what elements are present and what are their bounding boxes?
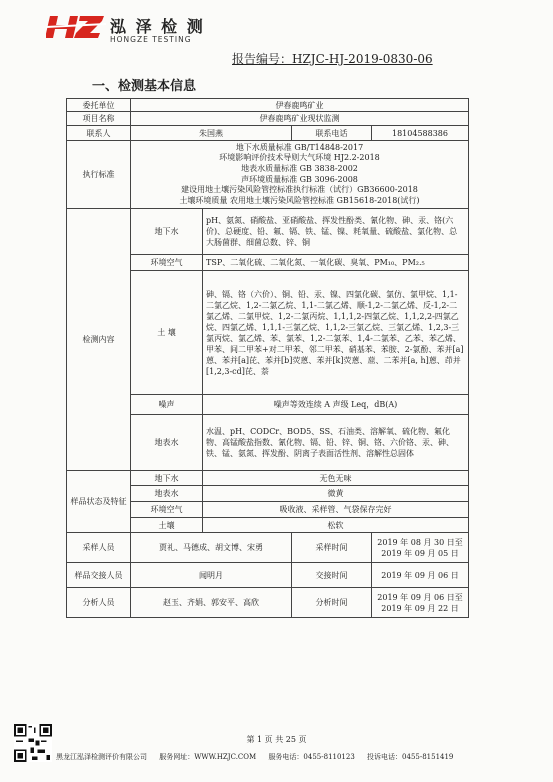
report-number: 报告编号：HZJC-HJ-2019-0830-06 xyxy=(232,52,433,66)
handover-time-value: 2019 年 09 月 06 日 xyxy=(372,563,469,588)
item-text: 砷、镉、铬（六价）、铜、铅、汞、镍、四氯化碳、氯仿、氯甲烷、1,1-二氯乙烷、1,2-二氯乙烷、1,1-二氯乙烯、顺-1,2-二氯乙烯、反-1,2-二氯乙烯、二氯甲烷、1,2-二氯丙烷、1,1,1,2-四氯乙烷、1,1,2,2-四氯乙烷、四氯乙烯、1,1,1-三氯乙烷、1,1,2-三氯乙烷、三氯乙烯、1,2,3-三氯丙烷、氯乙烯、苯、氯苯、1,2-二氯苯、1,4-二氯苯、乙苯、苯乙烯、甲苯、间二甲苯+对二甲苯、邻二甲苯、硝基苯、苯胺、2-氯酚、苯并[a]蒽、苯并[a]芘、苯并[b]荧蒽、苯并[k]荧蒽、䓛、二苯并[a, h]蒽、茚并[1,2,3-cd]芘、萘 xyxy=(203,271,469,395)
content-label: 检测内容 xyxy=(67,209,131,471)
company-name: 黑龙江泓泽检测评价有限公司 xyxy=(56,753,147,761)
item-label: 土 壤 xyxy=(131,271,203,395)
service-website: 服务网址：WWW.HZJC.COM xyxy=(159,753,257,761)
logo-english-name: HONGZE TESTING xyxy=(110,35,192,44)
basic-info-table xyxy=(66,98,469,618)
analysts-label: 分析人员 xyxy=(67,588,131,618)
sampling-time-value: 2019 年 08 月 30 日至 2019 年 09 月 05 日 xyxy=(372,533,469,563)
contact-label: 联系人 xyxy=(67,126,131,141)
standard-list xyxy=(131,141,469,209)
item-text: 水温、pH、CODCr、BOD5、SS、石油类、溶解氧、硫化物、氟化物、高锰酸盐指数、氰化物、镉、铅、锌、铜、铬、六价铬、汞、砷、铁、锰、氨氮、挥发酚、阴离子表面活性剂、溶解性总固体 xyxy=(203,415,469,471)
standard-label: 执行标准 xyxy=(67,141,131,209)
state-text: 松软 xyxy=(203,518,469,533)
standard-item: 环境影响评价技术导则大气环境 HJ2.2-2018 xyxy=(219,153,380,163)
table-row xyxy=(67,141,469,209)
standard-item: 地下水质量标准 GB/T14848-2017 xyxy=(235,142,364,152)
state-label: 地表水 xyxy=(131,486,203,502)
table-row xyxy=(67,563,469,588)
sampling-time-label: 采样时间 xyxy=(292,533,372,563)
item-text: 噪声等效连续 A 声级 Leq，dB(A) xyxy=(203,395,469,415)
state-text: 无色无味 xyxy=(203,471,469,486)
state-label: 地下水 xyxy=(131,471,203,486)
item-label: 地表水 xyxy=(131,415,203,471)
phone-label: 联系电话 xyxy=(292,126,372,141)
analysis-time-value: 2019 年 09 月 06 日至 2019 年 09 月 22 日 xyxy=(372,588,469,618)
logo-chinese-name: 泓 泽 检 测 xyxy=(110,17,205,36)
item-label: 环境空气 xyxy=(131,255,203,271)
page-number: 第 1 页 共 25 页 xyxy=(246,735,307,744)
analysts-value: 赵玉、齐娟、郭安平、高欣 xyxy=(131,588,292,618)
state-text: 吸收液、采样管、气袋保存完好 xyxy=(203,502,469,518)
client-label: 委托单位 xyxy=(67,99,131,112)
table-row xyxy=(67,126,469,141)
table-row xyxy=(67,471,469,486)
service-phone: 服务电话：0455-8110123 xyxy=(268,753,355,761)
samplers-value: 贾礼、马德成、胡文博、宋勇 xyxy=(131,533,292,563)
phone-value: 18104588386 xyxy=(372,126,469,141)
handover-time-label: 交接时间 xyxy=(292,563,372,588)
hz-logo-icon xyxy=(46,14,106,40)
contact-value: 朱国燕 xyxy=(131,126,292,141)
client-value: 伊春鹿鸣矿业 xyxy=(131,99,469,112)
state-label: 土壤 xyxy=(131,518,203,533)
state-text: 微黄 xyxy=(203,486,469,502)
handover-label: 样品交接人员 xyxy=(67,563,131,588)
handover-value: 闻明月 xyxy=(131,563,292,588)
project-value: 伊春鹿鸣矿业现状监测 xyxy=(131,112,469,126)
standard-item: 土壤环境质量 农用地土壤污染风险管控标准 GB15618-2018(试行) xyxy=(179,195,420,205)
sample-state-label: 样品状态及特征 xyxy=(67,471,131,533)
analysis-time-label: 分析时间 xyxy=(292,588,372,618)
standard-item: 声环境质量标准 GB 3096-2008 xyxy=(241,174,358,184)
page-footer xyxy=(56,752,546,762)
standard-item: 建设用地土壤污染风险管控标准执行标准（试行）GB36600-2018 xyxy=(181,185,418,195)
samplers-label: 采样人员 xyxy=(67,533,131,563)
item-text: pH、氨氮、硝酸盐、亚硝酸盐、挥发性酚类、氰化物、砷、汞、铬(六价)、总硬度、铅、氟、镉、铁、锰、镍、耗氧量、硫酸盐、氯化物、总大肠菌群、细菌总数、锌、铜 xyxy=(203,209,469,255)
section-title: 一、检测基本信息 xyxy=(92,79,197,94)
table-row xyxy=(67,112,469,126)
table-row xyxy=(67,588,469,618)
table-row xyxy=(67,533,469,563)
item-label: 地下水 xyxy=(131,209,203,255)
item-text: TSP、二氧化硫、二氧化氮、一氧化碳、臭氧、PM₁₀、PM₂.₅ xyxy=(203,255,469,271)
complaint-phone: 投诉电话：0455-8151419 xyxy=(367,753,454,761)
table-row xyxy=(67,99,469,112)
table-row xyxy=(67,209,469,255)
state-label: 环境空气 xyxy=(131,502,203,518)
standard-item: 地表水质量标准 GB 3838-2002 xyxy=(241,163,358,173)
project-label: 项目名称 xyxy=(67,112,131,126)
item-label: 噪声 xyxy=(131,395,203,415)
